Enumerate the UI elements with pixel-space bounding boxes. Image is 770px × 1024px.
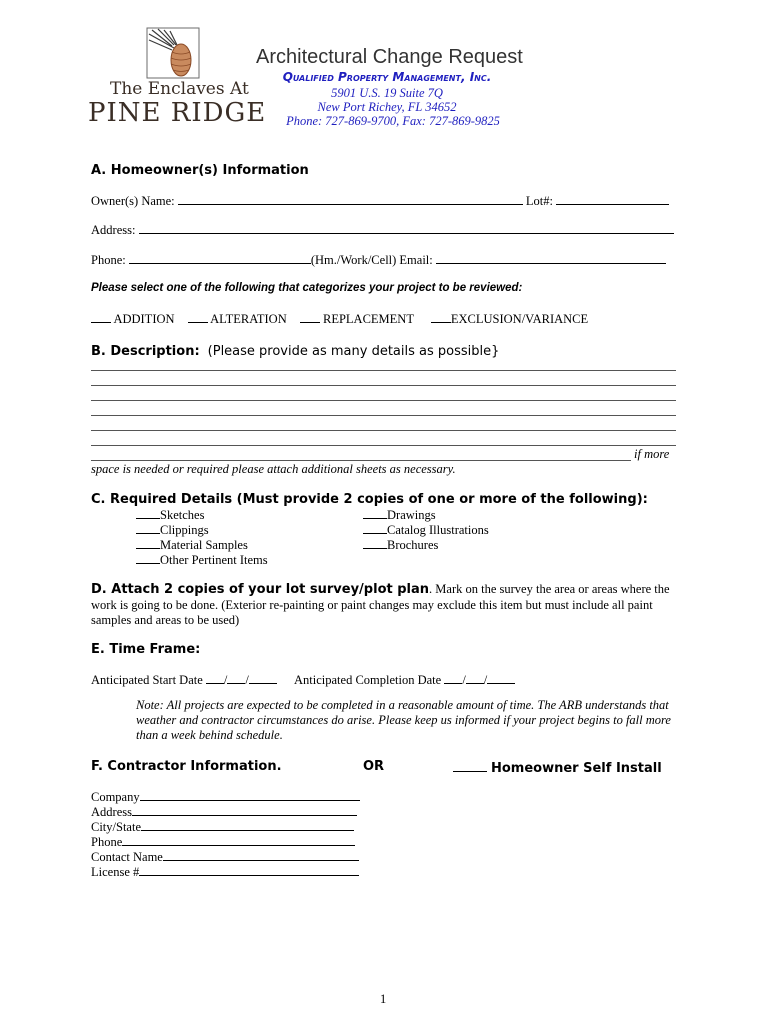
material-samples-checkbox[interactable]	[136, 537, 160, 549]
company-name: Qualified Property Management, Inc.	[282, 70, 492, 84]
list-item	[136, 552, 268, 568]
section-d-title: D. Attach 2 copies of your lot survey/plot plan	[91, 582, 430, 597]
completion-date-label: Anticipated Completion Date	[294, 673, 442, 687]
contractor-row	[91, 819, 354, 835]
company-field[interactable]	[140, 789, 360, 801]
contractor-row	[91, 834, 355, 850]
alteration-checkbox[interactable]	[188, 311, 208, 323]
completion-year-field[interactable]	[487, 672, 515, 684]
license-label: License #	[91, 865, 140, 879]
phone-field[interactable]	[129, 252, 311, 264]
section-d-line1	[91, 582, 670, 597]
section-d-text2: work is going to be done. (Exterior re-painting or paint changes may exclude this item but must include all paint	[91, 598, 653, 612]
note-line-2: weather and contractor circumstances do arise. Please keep us informed if your project begins to fall more	[136, 713, 671, 727]
date-separator: /	[245, 673, 249, 687]
section-f-title: F. Contractor Information.	[91, 759, 282, 774]
logo	[88, 26, 267, 130]
address-label: Address:	[91, 223, 136, 237]
license-field[interactable]	[139, 864, 359, 876]
contractor-row	[91, 804, 357, 820]
logo-line2: PINE RIDGE	[88, 98, 267, 128]
completion-day-field[interactable]	[466, 672, 484, 684]
time-frame-note	[136, 698, 671, 743]
more-space-note-1: if more	[634, 447, 670, 461]
section-d-text1: . Mark on the survey the area or areas where the	[429, 582, 670, 596]
drawings-label: Drawings	[387, 508, 436, 522]
material-samples-label: Material Samples	[160, 538, 248, 552]
contact-name-label: Contact Name	[91, 850, 163, 864]
company-address2: New Port Richey, FL 34652	[317, 100, 457, 114]
description-line[interactable]	[91, 400, 676, 401]
lot-label: Lot#:	[525, 194, 553, 208]
company-address1: 5901 U.S. 19 Suite 7Q	[331, 86, 443, 100]
section-b-header	[91, 342, 499, 360]
time-frame-row	[91, 672, 515, 688]
self-install-row	[453, 759, 662, 777]
self-install-label: Homeowner Self Install	[491, 761, 662, 776]
brochures-checkbox[interactable]	[363, 537, 387, 549]
contact-name-field[interactable]	[163, 849, 359, 861]
section-a-title: A. Homeowner(s) Information	[91, 163, 309, 178]
project-type-row	[91, 311, 588, 327]
drawings-checkbox[interactable]	[363, 507, 387, 519]
contractor-row	[91, 789, 360, 805]
lot-field[interactable]	[556, 193, 669, 205]
clippings-checkbox[interactable]	[136, 522, 160, 534]
exclusion-variance-checkbox[interactable]	[431, 311, 451, 323]
description-line[interactable]	[91, 445, 676, 446]
list-item	[136, 537, 248, 553]
replacement-checkbox[interactable]	[300, 311, 320, 323]
page-number: 1	[380, 992, 387, 1006]
list-item	[363, 522, 489, 538]
owner-name-label: Owner(s) Name:	[91, 194, 175, 208]
description-line[interactable]	[91, 415, 676, 416]
clippings-label: Clippings	[160, 523, 209, 537]
start-day-field[interactable]	[227, 672, 245, 684]
sketches-checkbox[interactable]	[136, 507, 160, 519]
section-b-title: B. Description:	[91, 344, 200, 359]
contractor-address-field[interactable]	[132, 804, 357, 816]
section-e-title: E. Time Frame:	[91, 642, 201, 657]
description-line[interactable]	[91, 385, 676, 386]
owner-name-field[interactable]	[178, 193, 523, 205]
select-prompt: Please select one of the following that categorizes your project to be reviewed:	[91, 282, 523, 294]
list-item	[363, 507, 436, 523]
section-c-title: C. Required Details (Must provide 2 copies of one or more of the following):	[91, 492, 648, 507]
completion-month-field[interactable]	[444, 672, 462, 684]
city-state-field[interactable]	[141, 819, 354, 831]
note-line-3: than a week behind schedule.	[136, 728, 283, 742]
date-separator: /	[223, 673, 228, 687]
company-label: Company	[91, 790, 140, 804]
date-separator: /	[483, 673, 488, 687]
start-date-label: Anticipated Start Date	[91, 673, 203, 687]
more-space-note-2: space is needed or required please attach additional sheets as necessary.	[91, 462, 456, 476]
email-field[interactable]	[436, 252, 666, 264]
start-month-field[interactable]	[206, 672, 224, 684]
note-line-1: Note: All projects are expected to be completed in a reasonable amount of time. The ARB understands that	[136, 698, 669, 712]
description-line[interactable]	[91, 430, 676, 431]
owner-name-row	[91, 193, 669, 209]
addition-checkbox[interactable]	[91, 311, 111, 323]
section-b-hint: (Please provide as many details as possible}	[207, 344, 500, 359]
description-line[interactable]	[91, 370, 676, 371]
catalog-illustrations-label: Catalog Illustrations	[387, 523, 489, 537]
address-field[interactable]	[139, 222, 674, 234]
contractor-row	[91, 849, 359, 865]
date-separator: /	[462, 673, 466, 687]
other-items-checkbox[interactable]	[136, 552, 160, 564]
phone-label: Phone:	[91, 253, 126, 267]
company-phone-fax: Phone: 727-869-9700, Fax: 727-869-9825	[286, 114, 500, 128]
city-state-label: City/State	[91, 820, 141, 834]
contractor-phone-field[interactable]	[122, 834, 355, 846]
section-d-text3: samples and areas to be used)	[91, 613, 240, 627]
description-line[interactable]	[91, 460, 631, 461]
contractor-row	[91, 864, 359, 880]
list-item	[136, 522, 209, 538]
start-year-field[interactable]	[249, 672, 277, 684]
replacement-label: REPLACEMENT	[322, 312, 414, 326]
sketches-label: Sketches	[160, 508, 205, 522]
self-install-checkbox[interactable]	[453, 759, 487, 772]
logo-line1: The Enclaves At	[110, 79, 249, 99]
exclusion-variance-label: EXCLUSION/VARIANCE	[450, 312, 589, 326]
catalog-illustrations-checkbox[interactable]	[363, 522, 387, 534]
brochures-label: Brochures	[387, 538, 439, 552]
phone-email-row	[91, 252, 666, 268]
address-row	[91, 222, 674, 238]
other-items-label: Other Pertinent Items	[160, 553, 268, 567]
contractor-phone-label: Phone	[91, 835, 123, 849]
pinecone-logo-icon	[144, 26, 204, 82]
list-item	[136, 507, 204, 523]
addition-label: ADDITION	[113, 312, 175, 326]
alteration-label: ALTERATION	[210, 312, 287, 326]
contractor-address-label: Address	[91, 805, 132, 819]
or-label: OR	[363, 759, 385, 774]
page-title: Architectural Change Request	[256, 46, 523, 68]
list-item	[363, 537, 438, 553]
email-label: (Hm./Work/Cell) Email:	[310, 253, 433, 267]
